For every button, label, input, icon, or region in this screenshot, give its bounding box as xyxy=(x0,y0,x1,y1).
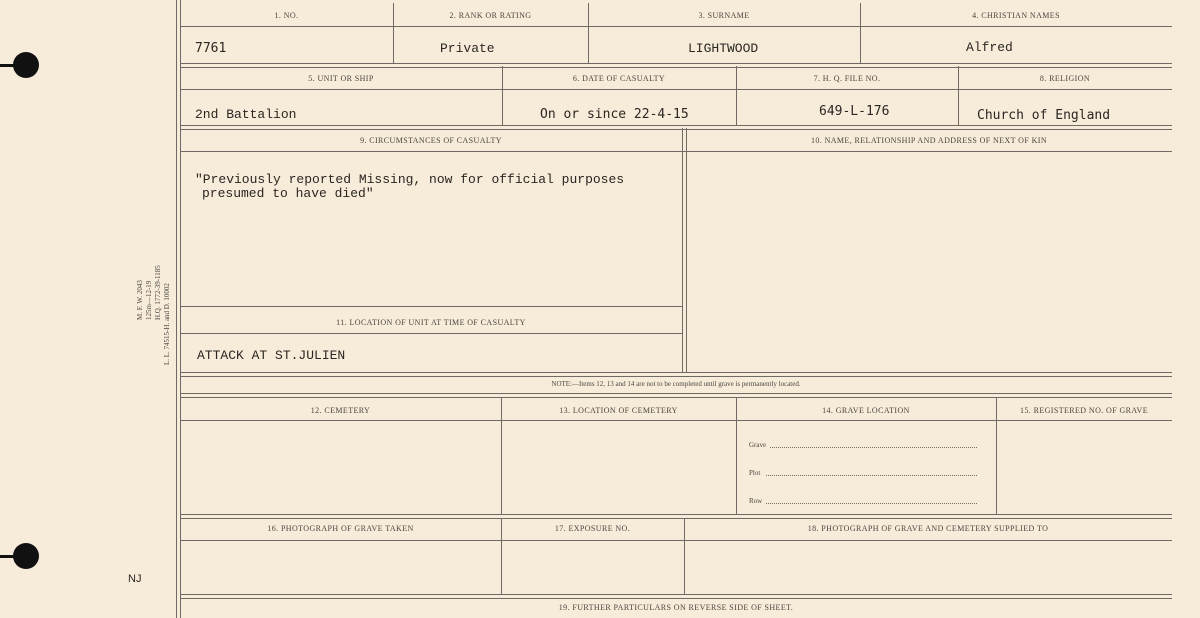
further-particulars: 19. FURTHER PARTICULARS ON REVERSE SIDE OF SHEET. xyxy=(558,603,794,612)
print-codes xyxy=(120,240,180,365)
unit-value: 2nd Battalion xyxy=(195,107,297,122)
row-label: Row xyxy=(749,497,763,505)
header-location: 11. LOCATION OF UNIT AT TIME OF CASUALTY xyxy=(336,318,526,327)
surname-value: LIGHTWOOD xyxy=(688,41,759,56)
rule xyxy=(180,26,1172,27)
rule xyxy=(180,89,1172,90)
rule xyxy=(686,128,687,372)
rule xyxy=(180,63,1172,68)
grave-note: NOTE:—Items 12, 13 and 14 are not to be completed until grave is permanently located. xyxy=(551,380,801,388)
punch-hole-bottom-tab xyxy=(0,555,18,558)
header-cemetery: 12. CEMETERY xyxy=(310,406,371,415)
header-registered-no: 15. REGISTERED NO. OF GRAVE xyxy=(1020,406,1148,415)
grave-dots xyxy=(770,447,977,448)
rule xyxy=(180,420,1172,421)
plot-label: Plot xyxy=(749,469,761,477)
header-rank: 2. RANK OR RATING xyxy=(449,11,532,20)
rule xyxy=(180,594,1172,599)
header-location-cemetery: 13. LOCATION OF CEMETERY xyxy=(559,406,678,415)
header-date: 6. DATE OF CASUALTY xyxy=(572,74,666,83)
rank-value: Private xyxy=(440,41,495,56)
rule xyxy=(180,372,1172,377)
religion-value: Church of England xyxy=(977,108,1111,123)
header-circumstances: 9. CIRCUMSTANCES OF CASUALTY xyxy=(360,136,502,145)
print-code-1: M. F. W. 2043 xyxy=(136,280,144,320)
header-photo-supplied: 18. PHOTOGRAPH OF GRAVE AND CEMETERY SUPPLIED TO xyxy=(807,524,1049,533)
rule xyxy=(682,128,683,372)
header-next-of-kin: 10. NAME, RELATIONSHIP AND ADDRESS OF NEXT OF KIN xyxy=(810,136,1048,145)
header-surname: 3. SURNAME xyxy=(698,11,750,20)
initials: NJ xyxy=(128,573,142,585)
rule xyxy=(180,514,1172,519)
print-code-2: 125m—12-19 xyxy=(145,280,153,320)
service-number: 7761 xyxy=(195,41,227,56)
rule xyxy=(180,333,682,334)
rule xyxy=(180,125,1172,130)
header-christian-names: 4. CHRISTIAN NAMES xyxy=(972,11,1060,20)
header-unit: 5. UNIT OR SHIP xyxy=(308,74,374,83)
punch-hole-top-tab xyxy=(0,64,18,67)
print-code-3: H.Q. 1772-39-1185 xyxy=(154,265,162,320)
rule xyxy=(180,151,1172,152)
rule xyxy=(180,540,1172,541)
header-photo-taken: 16. PHOTOGRAPH OF GRAVE TAKEN xyxy=(267,524,414,533)
header-grave-location: 14. GRAVE LOCATION xyxy=(822,406,910,415)
grave-label: Grave xyxy=(749,441,767,449)
header-no: 1. NO. xyxy=(274,11,299,20)
hq-file-value: 649-L-176 xyxy=(819,104,890,119)
header-religion: 8. RELIGION xyxy=(1039,74,1091,83)
header-exposure: 17. EXPOSURE NO. xyxy=(554,524,631,533)
rule xyxy=(180,393,1172,398)
rule xyxy=(180,306,682,307)
print-code-4: L. L. 74515-H. and D. 10002 xyxy=(163,283,171,365)
circumstances-line-1: "Previously reported Missing, now for official purposes xyxy=(195,172,625,187)
circumstances-line-2: presumed to have died" xyxy=(202,186,374,201)
plot-dots xyxy=(766,475,977,476)
row-dots xyxy=(766,503,977,504)
date-value: On or since 22-4-15 xyxy=(540,107,689,122)
christian-names-value: Alfred xyxy=(966,40,1013,55)
header-hq-file: 7. H. Q. FILE NO. xyxy=(813,74,881,83)
location-value: ATTACK AT ST.JULIEN xyxy=(197,348,346,363)
